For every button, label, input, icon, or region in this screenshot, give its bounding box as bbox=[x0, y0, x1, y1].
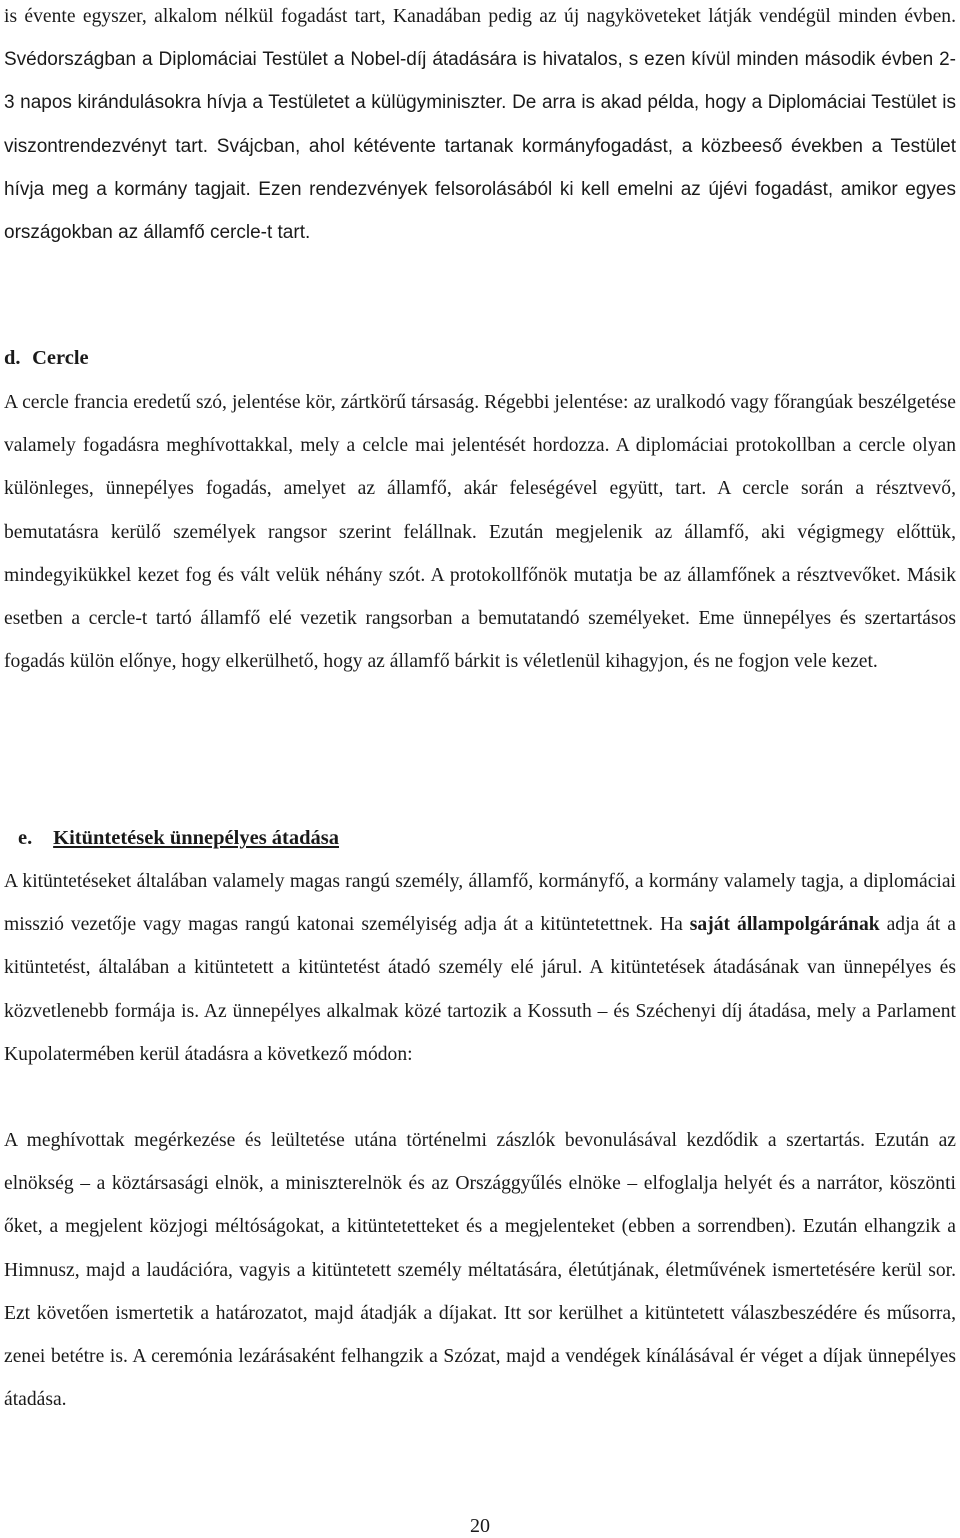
awards-paragraph-1 bbox=[4, 860, 956, 1076]
awards-p1-bold: saját állampolgárának bbox=[689, 914, 880, 936]
awards-p1-text-a: A kitüntetéseket általában valamely magas rangú személy, államfő, kormányfő, a kormány valamely tagja, a diplomáciai misszió vezetője vagy magas rangú katonai személyiség adja át a kitüntetettnek. Ha bbox=[4, 871, 956, 936]
intro-paragraph bbox=[4, 0, 956, 254]
intro-text-serif: is évente egyszer, alkalom nélkül fogadást tart, Kanadában pedig az új nagyköveteket látják vendégül minden évben. bbox=[4, 6, 956, 27]
awards-paragraph-2: A meghívottak megérkezése és leültetése utána történelmi zászlók bevonulásával kezdődik a szertartás. Ezután az elnökség – a köztársasági elnök, a miniszterelnök és az Országgyűlés elnöke – elfoglalja helyét és a narrátor, köszönti őket, a megjelent közjogi méltóságokat, a kitüntetetteket és a megjelenteket (ebben a sorrendben). Ezután elhangzik a Himnusz, majd a laudációra, vagyis a kitüntetett személy méltatására, életútjának, életművének ismertetésére kerül sor. Ezt követően ismertetik a határozatot, majd átadják a díjakat. Itt sor kerülhet a kitüntetett válaszbeszédére és műsorra, zenei betétre is. A ceremónia lezárásaként felhangzik a Szózat, majd a vendégek kínálásával ér véget a díjak ünnepélyes átadása. bbox=[4, 1130, 956, 1411]
page-number: 20 bbox=[470, 1515, 490, 1537]
section-d-number: d. bbox=[4, 347, 21, 369]
awards-p1-text-b: adja át a kitüntetést, általában a kitüntetett a kitüntetést átadó személy elé járul. A kitüntetések átadásának van ünnepélyes és közvetlenebb formája is. Az ünnepélyes alkalmak közé tartozik a Kossuth – és Széchenyi díj átadása, mely a Parlament Kupolatermében kerül átadásra a következő módon: bbox=[4, 914, 957, 1065]
section-e-number: e. bbox=[18, 827, 33, 849]
intro-text-sans-b: De arra is akad példa, hogy a Diplomáciai Testület is viszontrendezvényt tart. Svájcban, ahol kétévente tartanak kormányfogadást, a közbeeső években a Testület hívja meg a kormány tagjait. Ezen rendezvények felsorolásából ki kell emelni az újévi fogadást, amikor egyes országokban az államfő cercle-t tart. bbox=[4, 92, 956, 244]
section-e-heading bbox=[18, 823, 339, 853]
section-d-title: Cercle bbox=[32, 347, 89, 369]
cercle-paragraph: A cercle francia eredetű szó, jelentése kör, zártkörű társaság. Régebbi jelentése: az uralkodó vagy főrangúak beszélgetése valamely fogadásra meghívottakkal, mely a celcle mai jelentését hordozza. A diplomáciai protokollban a cercle olyan különleges, ünnepélyes fogadás, amelyet az államfő, akár feleségével együtt, tart. A cercle során a résztvevő, bemutatásra kerülő személyek rangsor szerint felállnak. Ezután megjelenik az államfő, aki végigmegy előttük, mindegyikükkel kezet fog és vált velük néhány szót. A protokollfőnök mutatja be az államfőnek a résztvevőket. Másik esetben a cercle-t tartó államfő elé vezetik rangsorban a bemutatandó személyeket. Eme ünnepélyes és szertartásos fogadás külön előnye, hogy elkerülhető, hogy az államfő bárkit is véletlenül kihagyjon, és ne fogjon vele kezet. bbox=[4, 392, 956, 673]
section-e-title: Kitüntetések ünnepélyes átadása bbox=[53, 827, 340, 849]
intro-text-sans-a: Svédországban a Diplomáciai Testület a Nobel-díj átadására is hivatalos, s ezen kívül minden második évben 2-3 napos kirándulásokra hívja a Testületet a külügyminiszter. bbox=[4, 49, 956, 114]
section-d-heading bbox=[4, 343, 89, 373]
